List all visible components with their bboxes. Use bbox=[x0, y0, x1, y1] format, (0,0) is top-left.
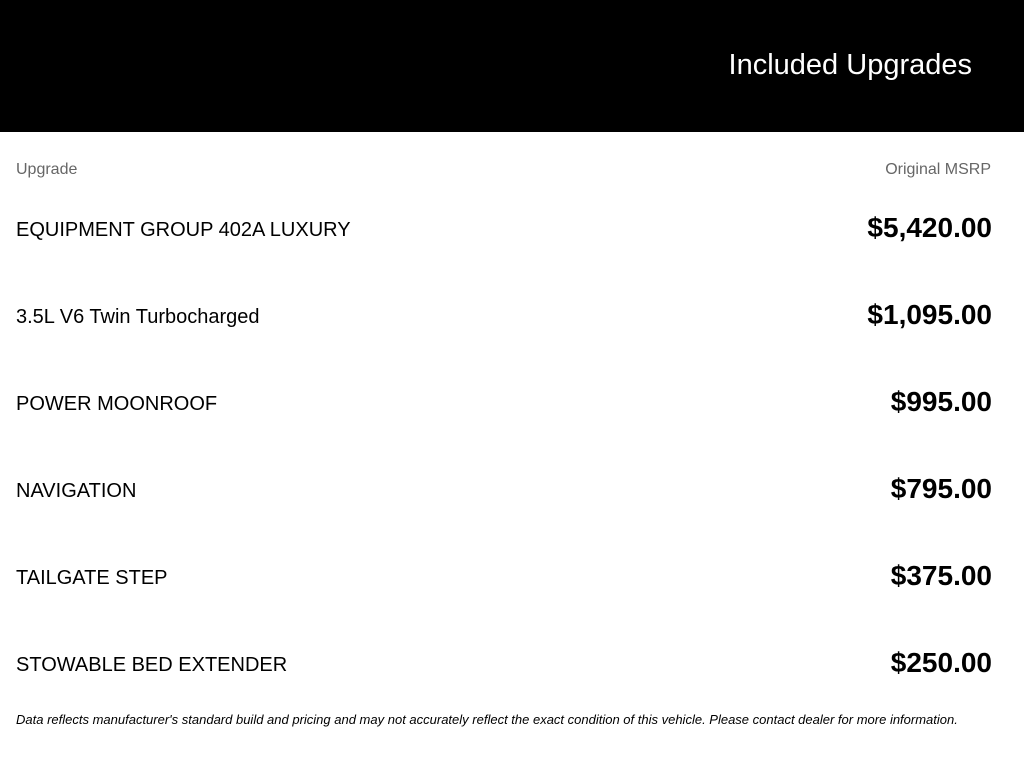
upgrade-name: TAILGATE STEP bbox=[16, 567, 168, 589]
upgrade-row bbox=[16, 469, 992, 509]
upgrade-row bbox=[16, 295, 992, 335]
column-header-upgrade: Upgrade bbox=[16, 161, 78, 178]
upgrade-name: STOWABLE BED EXTENDER bbox=[16, 654, 288, 676]
upgrade-price: $795.00 bbox=[890, 473, 992, 504]
upgrade-name: EQUIPMENT GROUP 402A LUXURY bbox=[16, 219, 351, 241]
upgrade-price: $1,095.00 bbox=[867, 299, 992, 330]
upgrade-name: NAVIGATION bbox=[16, 480, 137, 502]
header-bar bbox=[0, 0, 1024, 132]
page-title: Included Upgrades bbox=[728, 49, 972, 81]
upgrade-price: $250.00 bbox=[890, 647, 992, 678]
upgrade-price: $375.00 bbox=[890, 560, 992, 591]
upgrade-price: $5,420.00 bbox=[867, 212, 992, 243]
column-header-msrp: Original MSRP bbox=[885, 161, 991, 178]
upgrade-row bbox=[16, 643, 992, 683]
disclaimer-text: Data reflects manufacturer's standard build and pricing and may not accurately reflect the exact condition of this vehicle. Please contact dealer for more information. bbox=[16, 712, 958, 727]
upgrade-row bbox=[16, 382, 992, 422]
upgrade-price: $995.00 bbox=[890, 386, 992, 417]
upgrade-row bbox=[16, 556, 992, 596]
upgrade-name: 3.5L V6 Twin Turbocharged bbox=[16, 306, 260, 328]
upgrade-row bbox=[16, 208, 992, 248]
upgrade-name: POWER MOONROOF bbox=[16, 393, 218, 415]
